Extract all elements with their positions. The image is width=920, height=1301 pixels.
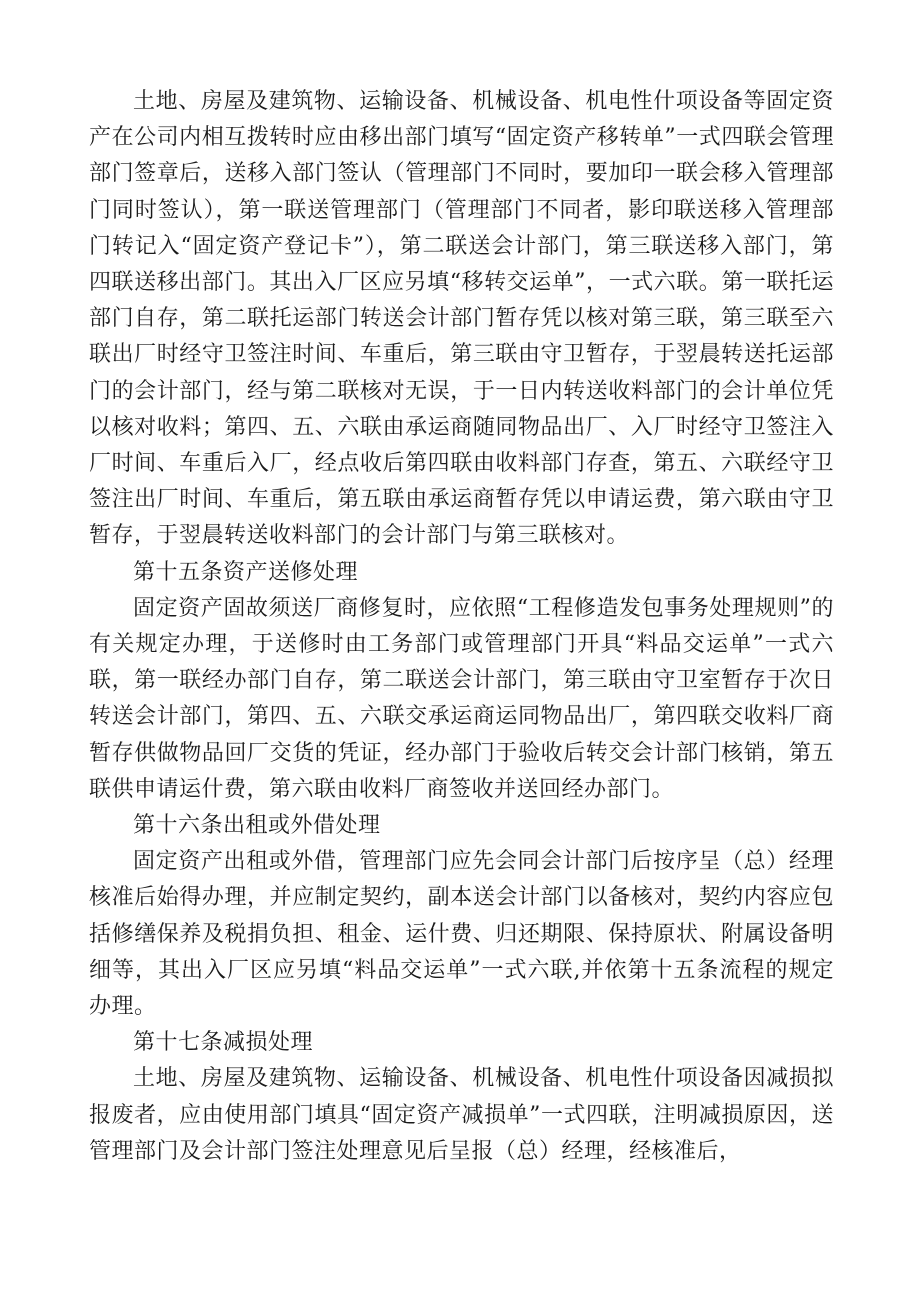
paragraph-asset-impairment: 土地、房屋及建筑物、运输设备、机械设备、机电性什项设备因减损拟报废者，应由使用部门填具“固定资产减损单”一式四联，注明减损原因，送管理部门及会计部门签注处理意见后呈报（总）经理，经核准后， <box>89 1066 834 1164</box>
paragraph-asset-repair: 固定资产固故须送厂商修复时，应依照“工程修造发包事务处理规则”的有关规定办理，于送修时由工务部门或管理部门开具“料品交运单”一式六联，第一联经办部门自存，第二联送会计部门，第三联由守卫室暂存于次日转送会计部门，第四、五、六联交承运商运同物品出厂，第四联交收料厂商暂存供做物品回厂交货的凭证，经办部门于验收后转交会计部门核销，第五联供申请运什费，第六联由收料厂商签收并送回经办部门。 <box>89 595 834 802</box>
paragraph-asset-lease: 固定资产出租或外借，管理部门应先会同会计部门后按序呈（总）经理核准后始得办理，并应制定契约，副本送会计部门以备核对，契约内容应包括修缮保养及税捐负担、租金、运什费、归还期限、保持原状、附属设备明细等，其出入厂区应另填“料品交运单”一式六联,并依第十五条流程的规定办理。 <box>89 849 834 1020</box>
paragraph-asset-transfer: 土地、房屋及建筑物、运输设备、机械设备、机电性什项设备等固定资产在公司内相互拨转时应由移出部门填写“固定资产移转单”一式四联会管理部门签章后，送移入部门签认（管理部门不同时，要加印一联会移入管理部门同时签认），第一联送管理部门（管理部门不同者，影印联送移入管理部门转记入“固定资产登记卡”），第二联送会计部门，第三联送移入部门，第四联送移出部门。其出入厂区应另填“移转交运单”，一式六联。第一联托运部门自存，第二联托运部门转送会计部门暂存凭以核对第三联，第三联至六联出厂时经守卫签注时间、车重后，第三联由守卫暂存，于翌晨转送托运部门的会计部门，经与第二联核对无误，于一日内转送收料部门的会计单位凭以核对收料；第四、五、六联由承运商随同物品出厂、入厂时经守卫签注入厂时间、车重后入厂，经点收后第四联由收料部门存查，第五、六联经守卫签注出厂时间、车重后，第五联由承运商暂存凭以申请运费，第六联由守卫暂存，于翌晨转送收料部门的会计部门与第三联核对。 <box>89 89 834 549</box>
heading-article-17: 第十七条减损处理 <box>133 1030 314 1056</box>
heading-article-15: 第十五条资产送修处理 <box>133 559 359 585</box>
heading-article-16: 第十六条出租或外借处理 <box>133 813 381 839</box>
